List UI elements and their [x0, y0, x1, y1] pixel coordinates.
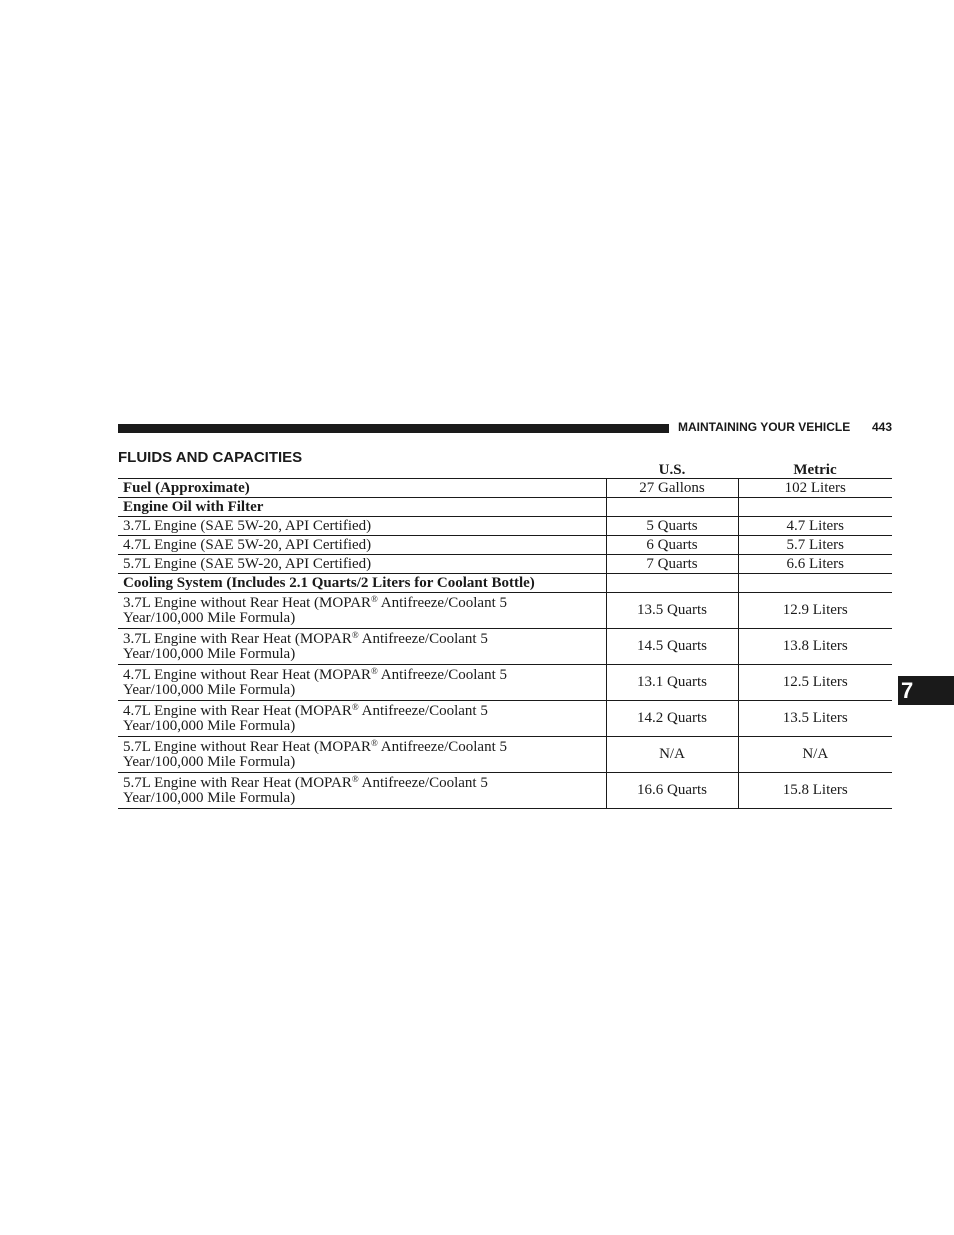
row-label: Fuel (Approximate) — [118, 479, 606, 498]
row-us-value: 16.6 Quarts — [606, 773, 738, 809]
header-rule — [118, 424, 669, 433]
label-text: Antifreeze/Coolant 5 — [377, 738, 508, 755]
row-label — [118, 665, 606, 701]
label-text: Antifreeze/Coolant 5 — [358, 702, 488, 719]
row-us-value: 27 Gallons — [606, 479, 738, 498]
table-row — [118, 593, 892, 629]
row-label-line-1 — [123, 593, 606, 611]
label-text: Antifreeze/Coolant 5 — [377, 594, 508, 611]
row-metric-value: 15.8 Liters — [738, 773, 892, 809]
registered-mark: ® — [371, 665, 378, 676]
table-body — [118, 479, 892, 809]
row-label — [118, 629, 606, 665]
row-label-line-2: Year/100,000 Mile Formula) — [123, 753, 296, 770]
row-label-line-2: Year/100,000 Mile Formula) — [123, 681, 296, 698]
row-metric-value: 102 Liters — [738, 479, 892, 498]
table-row — [118, 665, 892, 701]
row-us-value: 14.5 Quarts — [606, 629, 738, 665]
row-metric-value: 5.7 Liters — [738, 536, 892, 555]
row-label-line-2: Year/100,000 Mile Formula) — [123, 645, 296, 662]
row-metric-value: 6.6 Liters — [738, 555, 892, 574]
label-text: Antifreeze/Coolant 5 — [358, 630, 488, 647]
row-label: Cooling System (Includes 2.1 Quarts/2 Liters for Coolant Bottle) — [118, 574, 606, 593]
row-label-line-1 — [123, 737, 606, 755]
row-metric-value: 13.5 Liters — [738, 701, 892, 737]
registered-mark: ® — [371, 593, 378, 604]
row-label-line-2: Year/100,000 Mile Formula) — [123, 717, 296, 734]
row-label-line-2: Year/100,000 Mile Formula) — [123, 789, 296, 806]
row-label — [118, 593, 606, 629]
page-number: 443 — [871, 420, 892, 434]
table-row — [118, 536, 892, 555]
row-label-line-1 — [123, 773, 606, 791]
row-label-line-1 — [123, 629, 606, 647]
row-label — [118, 701, 606, 737]
row-label-line-1 — [123, 701, 606, 719]
registered-mark: ® — [351, 701, 359, 712]
table-row — [118, 629, 892, 665]
label-text: 3.7L Engine with Rear Heat (MOPAR — [123, 630, 352, 647]
table-row — [118, 479, 892, 498]
column-header-metric: Metric — [738, 459, 892, 479]
row-label: Engine Oil with Filter — [118, 498, 606, 517]
table-row — [118, 517, 892, 536]
label-text: 3.7L Engine without Rear Heat (MOPAR — [123, 594, 372, 611]
row-us-value: 7 Quarts — [606, 555, 738, 574]
row-us-value: 6 Quarts — [606, 536, 738, 555]
registered-mark: ® — [371, 737, 378, 748]
row-us-value: 13.1 Quarts — [606, 665, 738, 701]
label-text: Antifreeze/Coolant 5 — [377, 666, 508, 683]
row-us-value: N/A — [606, 737, 738, 773]
chapter-tab: 7 — [898, 676, 954, 705]
table-row — [118, 498, 892, 517]
capacities-table — [118, 459, 892, 809]
row-label — [118, 773, 606, 809]
header-section: MAINTAINING YOUR VEHICLE — [678, 420, 851, 434]
table-row — [118, 555, 892, 574]
row-us-value: 13.5 Quarts — [606, 593, 738, 629]
row-label-line-2: Year/100,000 Mile Formula) — [123, 609, 296, 626]
row-label-line-1 — [123, 665, 606, 683]
row-label: 5.7L Engine (SAE 5W-20, API Certified) — [118, 555, 606, 574]
row-metric-value — [738, 498, 892, 517]
table-row — [118, 701, 892, 737]
row-us-value — [606, 574, 738, 593]
column-header-label — [118, 459, 606, 479]
registered-mark: ® — [351, 629, 359, 640]
label-text: 5.7L Engine without Rear Heat (MOPAR — [123, 738, 372, 755]
row-metric-value: 12.9 Liters — [738, 593, 892, 629]
label-text: 4.7L Engine with Rear Heat (MOPAR — [123, 702, 352, 719]
table-row — [118, 574, 892, 593]
row-metric-value: 13.8 Liters — [738, 629, 892, 665]
table-row — [118, 773, 892, 809]
column-header-us: U.S. — [606, 459, 738, 479]
label-text: Antifreeze/Coolant 5 — [358, 774, 488, 791]
row-metric-value — [738, 574, 892, 593]
row-us-value: 5 Quarts — [606, 517, 738, 536]
row-label: 3.7L Engine (SAE 5W-20, API Certified) — [118, 517, 606, 536]
row-metric-value: 12.5 Liters — [738, 665, 892, 701]
row-us-value: 14.2 Quarts — [606, 701, 738, 737]
row-metric-value: N/A — [738, 737, 892, 773]
row-label — [118, 737, 606, 773]
row-label: 4.7L Engine (SAE 5W-20, API Certified) — [118, 536, 606, 555]
section-title: FLUIDS AND CAPACITIES — [118, 449, 303, 466]
row-us-value — [606, 498, 738, 517]
label-text: 5.7L Engine with Rear Heat (MOPAR — [123, 774, 352, 791]
registered-mark: ® — [351, 773, 359, 784]
running-header — [678, 420, 892, 434]
row-metric-value: 4.7 Liters — [738, 517, 892, 536]
table-row — [118, 737, 892, 773]
table-header-row — [118, 459, 892, 479]
label-text: 4.7L Engine without Rear Heat (MOPAR — [123, 666, 372, 683]
